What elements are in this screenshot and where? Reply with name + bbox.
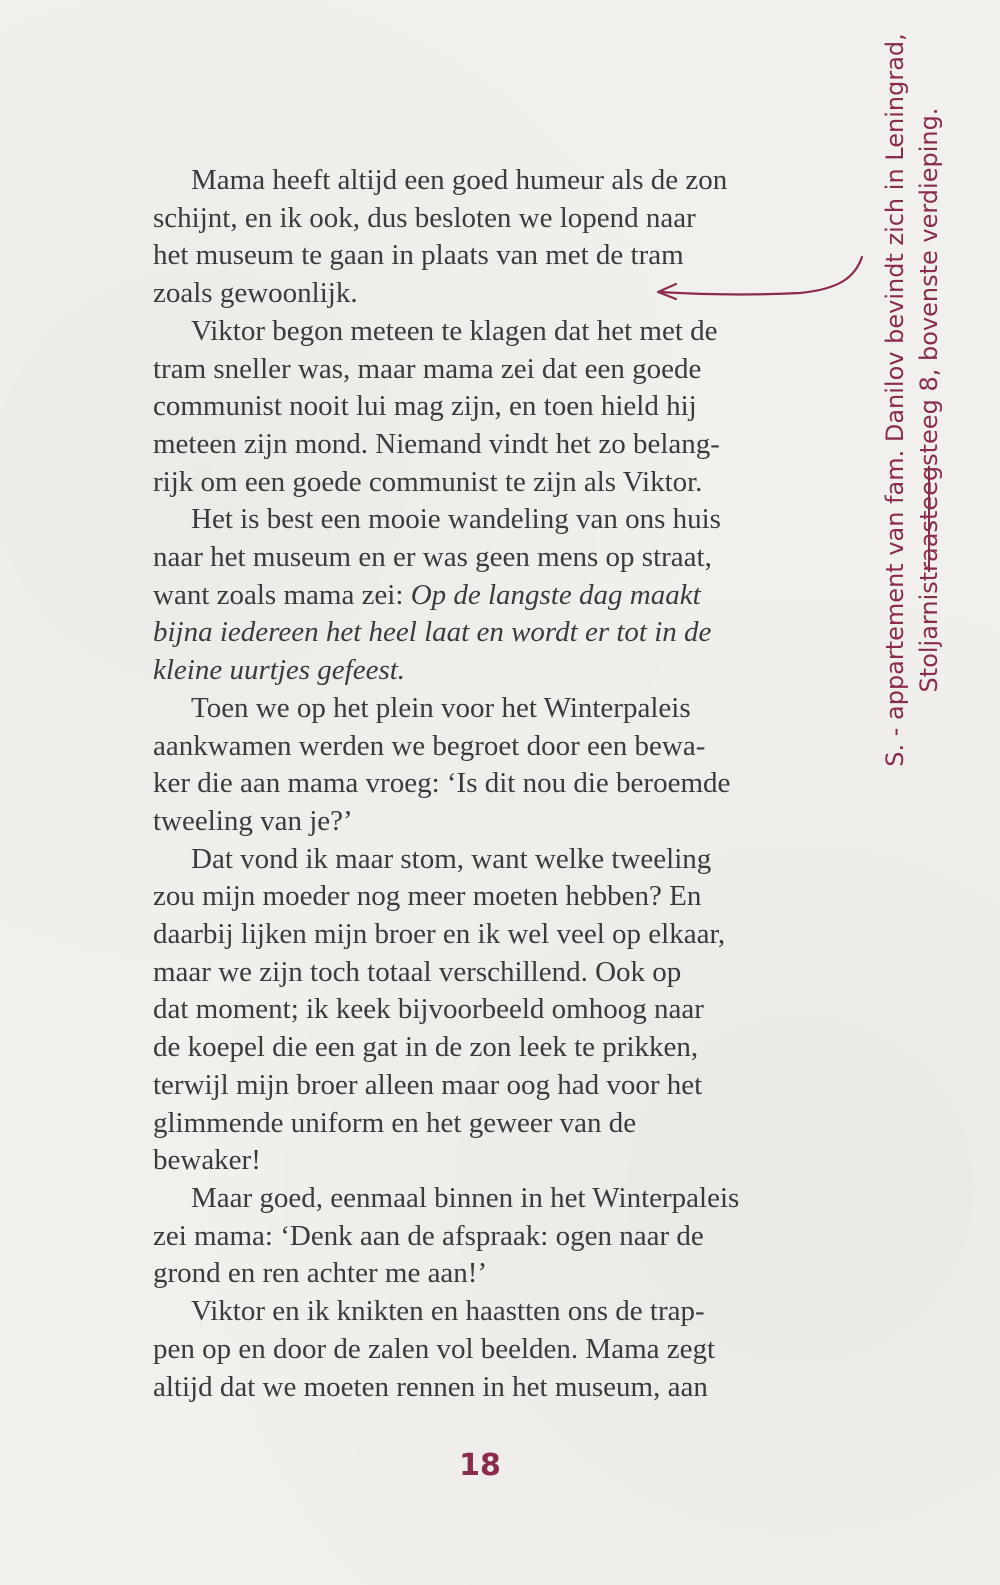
text-line <box>153 577 853 615</box>
text-line: rijk om een goede communist te zijn als Viktor. <box>153 465 703 498</box>
italic-quote: kleine uurtjes gefeest. <box>153 654 406 687</box>
paragraph-7 <box>153 1293 853 1406</box>
text-line: Viktor en ik knikten en haastten ons de trap- <box>191 1295 705 1328</box>
text-line: tram sneller was, maar mama zei dat een goede <box>153 352 702 385</box>
italic-quote: bijna iedereen het heel laat en wordt er tot in de <box>153 616 712 649</box>
paragraph-6 <box>153 1180 853 1293</box>
text-line: Viktor begon meteen te klagen dat het met de <box>191 314 718 347</box>
text-line: terwijl mijn broer alleen maar oog had voor het <box>153 1068 703 1101</box>
paragraph-2 <box>153 313 853 502</box>
text-line: schijnt, en ik ook, dus besloten we lopend naar <box>153 201 696 234</box>
text-line: Maar goed, eenmaal binnen in het Winterpaleis <box>191 1181 740 1214</box>
text-line: glimmende uniform en het geweer van de <box>153 1106 637 1139</box>
annotation-line-1: S. - appartement van fam. Danilov bevindt zich in Leningrad, <box>881 33 909 767</box>
text-segment: want zoals mama zei: <box>153 578 411 611</box>
annotation-text: Stoljarnist <box>915 571 943 693</box>
text-line: zoals gewoonlijk. <box>153 277 358 310</box>
text-line: grond en ren achter me aan!’ <box>153 1257 488 1290</box>
text-line: maar we zijn toch totaal verschillend. Ook op <box>153 955 682 988</box>
text-line: dat moment; ik keek bijvoorbeeld omhoog naar <box>153 993 704 1026</box>
text-line: altijd dat we moeten rennen in het museum, aan <box>153 1370 708 1403</box>
text-line: communist nooit lui mag zijn, en toen hield hij <box>153 390 697 423</box>
text-line: het museum te gaan in plaats van met de tram <box>153 239 684 272</box>
italic-quote: Op de langste dag maakt <box>410 578 701 611</box>
annotation-line-2 <box>912 33 946 767</box>
text-line: naar het museum en er was geen mens op straat, <box>153 541 712 574</box>
text-line: zei mama: ‘Denk aan de afspraak: ogen naar de <box>153 1219 704 1252</box>
page-number: 18 <box>459 1448 501 1483</box>
margin-annotation-text <box>878 33 946 767</box>
paragraph-3 <box>153 501 853 690</box>
text-line: zou mijn moeder nog meer moeten hebben? En <box>153 880 702 913</box>
text-line: daarbij lijken mijn broer en ik wel veel op elkaar, <box>153 918 726 951</box>
text-line: pen op en door de zalen vol beelden. Mama zegt <box>153 1332 716 1365</box>
paragraph-4 <box>153 690 853 841</box>
text-line: bewaker! <box>153 1144 261 1177</box>
text-line: ker die aan mama vroeg: ‘Is dit nou die beroemde <box>153 767 731 800</box>
annotation-arrow-icon <box>650 255 870 315</box>
text-line: Dat vond ik maar stom, want welke tweeling <box>191 842 712 875</box>
text-line: aankwamen werden we begroet door een bewa- <box>153 729 706 762</box>
text-line: Toen we op het plein voor het Winterpaleis <box>191 691 691 724</box>
text-line: meteen zijn mond. Niemand vindt het zo belang- <box>153 427 720 460</box>
annotation-text: steeg 8, bovenste verdieping. <box>915 107 943 466</box>
text-line: Mama heeft altijd een goed humeur als de zon <box>191 164 728 196</box>
text-line: Het is best een mooie wandeling van ons huis <box>191 503 721 536</box>
text-line: tweeling van je?’ <box>153 804 353 837</box>
paragraph-5 <box>153 841 853 1180</box>
body-text <box>153 162 853 1406</box>
struck-text: raasteeg <box>915 465 943 572</box>
text-line: de koepel die een gat in de zon leek te prikken, <box>153 1031 699 1064</box>
